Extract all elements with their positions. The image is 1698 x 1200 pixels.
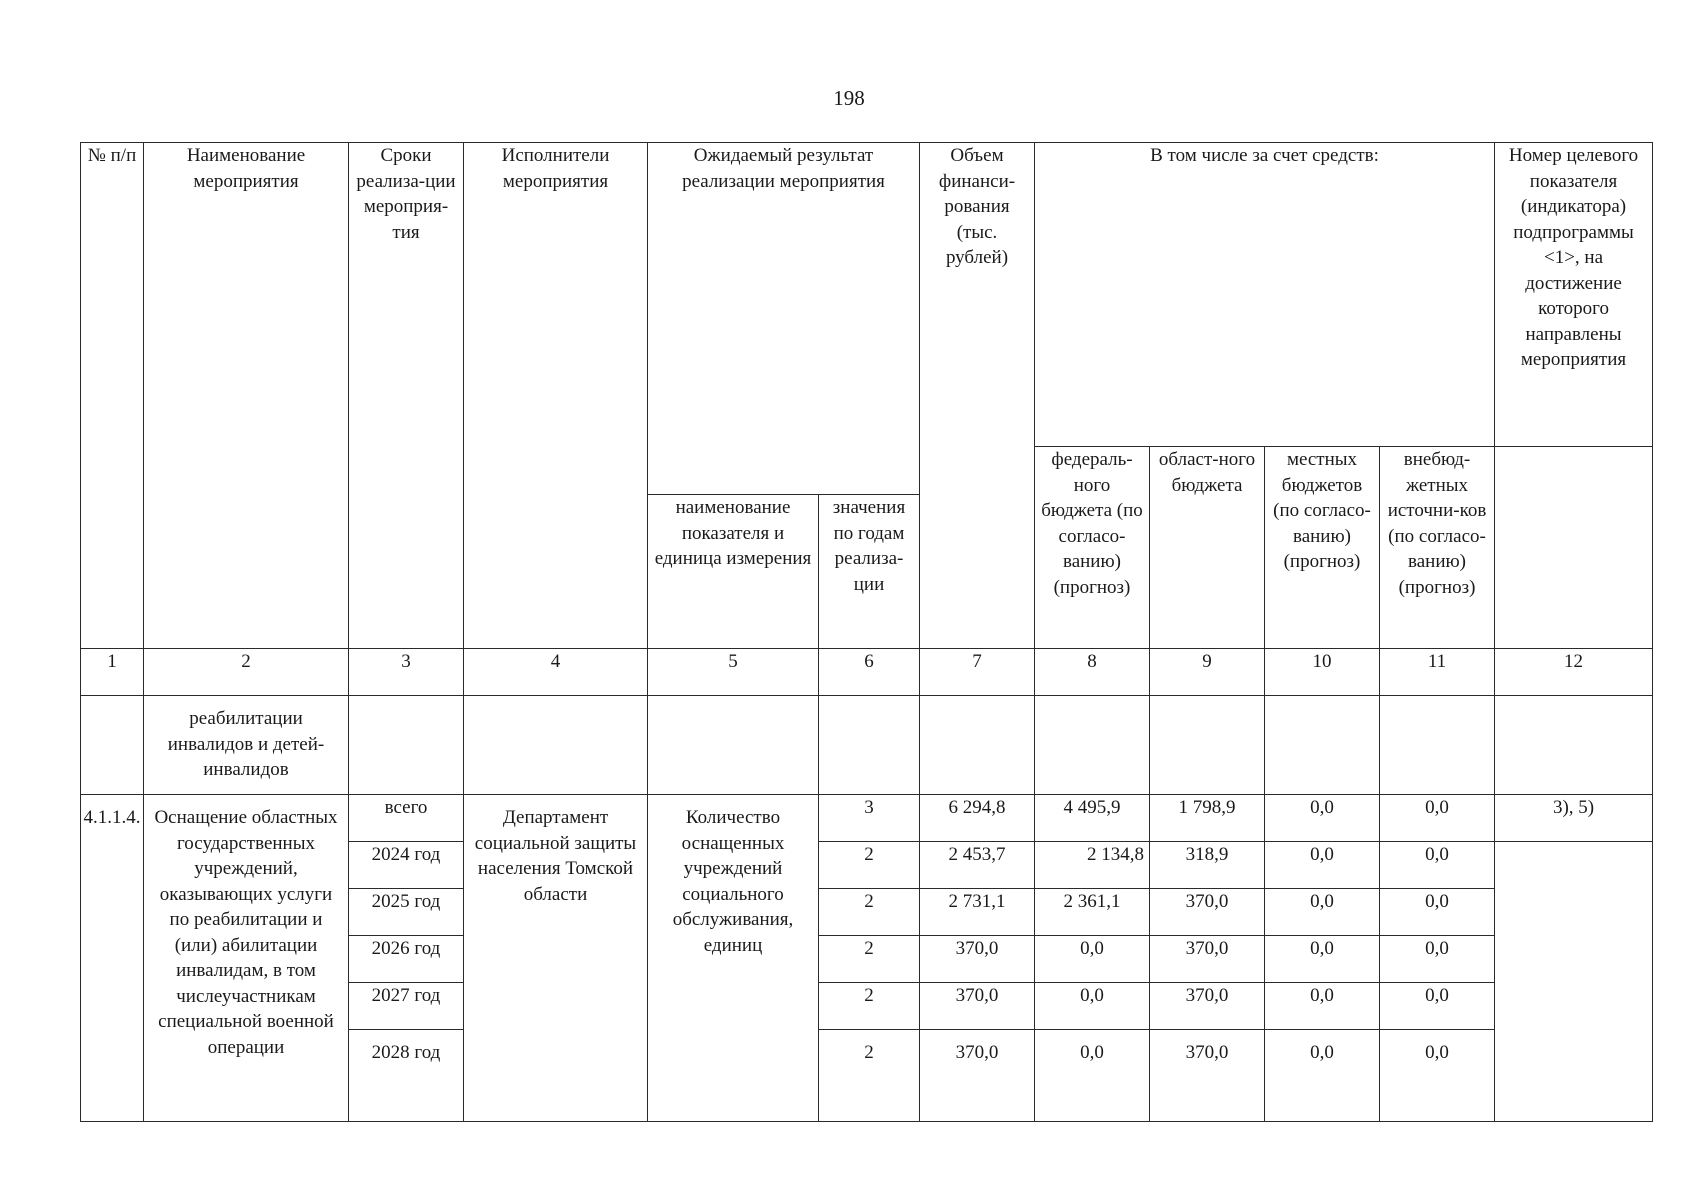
column-number: 5	[648, 649, 819, 696]
local-cell: 0,0	[1265, 983, 1380, 1030]
regional-cell: 370,0	[1150, 936, 1265, 983]
table-row	[81, 795, 1653, 842]
header-col-federal: федераль-ного бюджета (по согласо-ванию) (прогноз)	[1035, 447, 1150, 649]
value-cell: 2	[819, 1030, 920, 1122]
value-cell: 3	[819, 795, 920, 842]
local-cell: 0,0	[1265, 842, 1380, 889]
volume-cell: 2 453,7	[920, 842, 1035, 889]
header-col-volume: Объем финанси-рования (тыс. рублей)	[920, 143, 1035, 649]
period-cell: всего	[349, 795, 464, 842]
target-cell: 3), 5)	[1495, 795, 1653, 842]
federal-cell: 2 134,8	[1035, 842, 1150, 889]
header-col-no: № п/п	[81, 143, 144, 649]
extra-cell: 0,0	[1380, 795, 1495, 842]
continuation-row	[81, 696, 1653, 795]
header-col-indicator-name: наименование показателя и единица измерения	[648, 495, 819, 649]
header-col-terms: Сроки реализа-ции мероприя-тия	[349, 143, 464, 649]
header-col-regional: област-ного бюджета	[1150, 447, 1265, 649]
column-number: 9	[1150, 649, 1265, 696]
item-executor: Департамент социальной защиты населения Томской области	[464, 795, 648, 1122]
extra-cell: 0,0	[1380, 983, 1495, 1030]
volume-cell: 370,0	[920, 983, 1035, 1030]
period-cell: 2026 год	[349, 936, 464, 983]
column-number: 6	[819, 649, 920, 696]
header-col-target: Номер целевого показателя (индикатора) подпрограммы <1>, на достижение которого направлены мероприятия	[1495, 143, 1653, 447]
extra-cell: 0,0	[1380, 889, 1495, 936]
period-cell: 2025 год	[349, 889, 464, 936]
header-col-values: значения по годам реализа-ции	[819, 495, 920, 649]
period-cell: 2027 год	[349, 983, 464, 1030]
federal-cell: 0,0	[1035, 983, 1150, 1030]
column-number: 4	[464, 649, 648, 696]
volume-cell: 2 731,1	[920, 889, 1035, 936]
period-cell: 2028 год	[349, 1030, 464, 1122]
value-cell: 2	[819, 936, 920, 983]
volume-cell: 6 294,8	[920, 795, 1035, 842]
header-col-extrabudget: внебюд-жетных источни-ков (по согласо-ванию) (прогноз)	[1380, 447, 1495, 649]
regional-cell: 318,9	[1150, 842, 1265, 889]
column-number: 12	[1495, 649, 1653, 696]
column-number: 1	[81, 649, 144, 696]
local-cell: 0,0	[1265, 936, 1380, 983]
value-cell: 2	[819, 889, 920, 936]
column-number: 2	[144, 649, 349, 696]
federal-cell: 0,0	[1035, 1030, 1150, 1122]
column-number: 7	[920, 649, 1035, 696]
header-col-local: местных бюджетов (по согласо-ванию) (прогноз)	[1265, 447, 1380, 649]
activities-table	[80, 142, 1653, 1122]
header-col-name: Наименование мероприятия	[144, 143, 349, 649]
item-indicator: Количество оснащенных учреждений социального обслуживания, единиц	[648, 795, 819, 1122]
header-row-1	[81, 143, 1653, 447]
value-cell: 2	[819, 842, 920, 889]
volume-cell: 370,0	[920, 1030, 1035, 1122]
local-cell: 0,0	[1265, 1030, 1380, 1122]
regional-cell: 370,0	[1150, 983, 1265, 1030]
local-cell: 0,0	[1265, 795, 1380, 842]
column-number: 11	[1380, 649, 1495, 696]
extra-cell: 0,0	[1380, 1030, 1495, 1122]
column-numbers-row	[81, 649, 1653, 696]
federal-cell: 4 495,9	[1035, 795, 1150, 842]
extra-cell: 0,0	[1380, 842, 1495, 889]
header-col-executors: Исполнители мероприятия	[464, 143, 648, 649]
column-number: 10	[1265, 649, 1380, 696]
local-cell: 0,0	[1265, 889, 1380, 936]
header-col-including: В том числе за счет средств:	[1035, 143, 1495, 447]
header-col-expected: Ожидаемый результат реализации мероприятия	[648, 143, 920, 495]
volume-cell: 370,0	[920, 936, 1035, 983]
column-number: 8	[1035, 649, 1150, 696]
federal-cell: 2 361,1	[1035, 889, 1150, 936]
column-number: 3	[349, 649, 464, 696]
value-cell: 2	[819, 983, 920, 1030]
item-name: Оснащение областных государственных учреждений, оказывающих услуги по реабилитации и (или) абилитации инвалидам, в том числеучастникам специальной военной операции	[144, 795, 349, 1122]
header-col-target-empty	[1495, 447, 1653, 649]
regional-cell: 370,0	[1150, 1030, 1265, 1122]
period-cell: 2024 год	[349, 842, 464, 889]
regional-cell: 1 798,9	[1150, 795, 1265, 842]
federal-cell: 0,0	[1035, 936, 1150, 983]
continuation-text: реабилитации инвалидов и детей-инвалидов	[144, 696, 349, 795]
item-number: 4.1.1.4.	[81, 795, 144, 1122]
regional-cell: 370,0	[1150, 889, 1265, 936]
page-number: 198	[833, 86, 865, 110]
extra-cell: 0,0	[1380, 936, 1495, 983]
